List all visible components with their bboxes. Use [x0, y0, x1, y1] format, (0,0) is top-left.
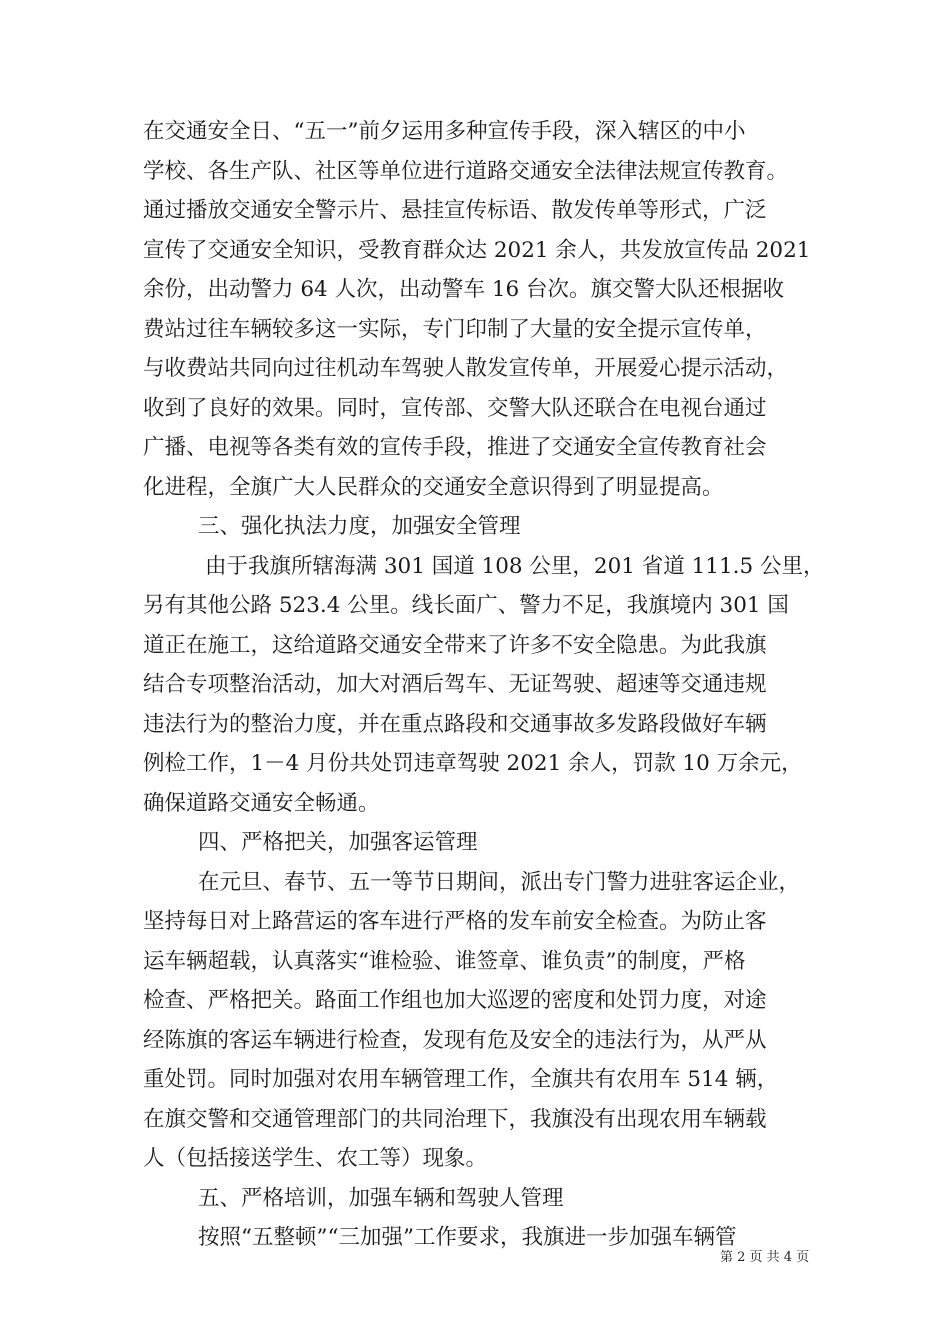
paragraph-line: 道正在施工，这给道路交通安全带来了许多不安全隐患。为此我旗: [143, 632, 767, 658]
paragraph-line: 在旗交警和交通管理部门的共同治理下，我旗没有出现农用车辆载: [143, 1106, 767, 1132]
paragraph-line: 经陈旗的客运车辆进行检查，发现有危及安全的违法行为，从严从: [143, 1027, 767, 1053]
paragraph-line: 在交通安全日、“五一”前夕运用多种宣传手段，深入辖区的中小: [143, 119, 746, 144]
paragraph-line: 人（包括接送学生、农工等）现象。: [143, 1146, 488, 1171]
paragraph-line: 结合专项整治活动，加大对酒后驾车、无证驾驶、超速等交通违规: [143, 672, 767, 697]
paragraph-line: 在元旦、春节、五一等节日期间，派出专门警力进驻客运企业，: [198, 869, 801, 895]
paragraph-line: 坚持每日对上路营运的客车进行严格的发车前安全检查。为防止客: [143, 909, 767, 934]
section-heading: 四、严格把关，加强客运管理: [198, 830, 478, 855]
paragraph-line: 另有其他公路 523.4 公里。线长面广、警力不足，我旗境内 301 国: [143, 593, 789, 618]
paragraph-line: 费站过往车辆较多这一实际，专门印制了大量的安全提示宣传单，: [143, 316, 767, 342]
section-heading: 五、严格培训，加强车辆和驾驶人管理: [198, 1185, 564, 1211]
paragraph-line: 检查、严格把关。路面工作组也加大巡逻的密度和处罚力度，对途: [143, 988, 767, 1013]
page-number: 第 2 页 共 4 页: [720, 1250, 810, 1265]
paragraph-line: 例检工作，1－4 月份共处罚违章驾驶 2021 余人，罚款 10 万余元，: [143, 751, 803, 776]
paragraph-line: 按照“五整顿”“三加强”工作要求，我旗进一步加强车辆管: [198, 1225, 737, 1250]
paragraph-line: 与收费站共同向过往机动车驾驶人散发宣传单，开展爱心提示活动，: [143, 356, 789, 381]
section-heading: 三、强化执法力度，加强安全管理: [198, 514, 521, 539]
document-body: [143, 112, 825, 1258]
paragraph-line: 收到了良好的效果。同时，宣传部、交警大队还联合在电视台通过: [143, 395, 767, 421]
paragraph-line: 学校、各生产队、社区等单位进行道路交通安全法律法规宣传教育。: [143, 158, 789, 184]
paragraph-line: 确保道路交通安全畅通。: [143, 790, 380, 816]
paragraph-line: 由于我旗所辖海满 301 国道 108 公里，201 省道 111.5 公里，: [205, 553, 825, 579]
paragraph-line: 重处罚。同时加强对农用车辆管理工作，全旗共有农用车 514 辆，: [143, 1067, 779, 1092]
paragraph-line: 违法行为的整治力度，并在重点路段和交通事故多发路段做好车辆: [143, 711, 767, 737]
paragraph-line: 余份，出动警力 64 人次，出动警车 16 台次。旗交警大队还根据收: [143, 277, 785, 302]
paragraph-line: 化进程，全旗广大人民群众的交通安全意识得到了明显提高。: [143, 474, 724, 500]
paragraph-line: 宣传了交通安全知识，受教育群众达 2021 余人，共发放宣传品 2021: [143, 237, 811, 263]
paragraph-line: 通过播放交通安全警示片、悬挂宣传标语、散发传单等形式，广泛: [143, 198, 767, 223]
paragraph-line: 广播、电视等各类有效的宣传手段，推进了交通安全宣传教育社会: [143, 435, 767, 460]
paragraph-line: 运车辆超载，认真落实“谁检验、谁签章、谁负责”的制度，严格: [143, 948, 746, 974]
